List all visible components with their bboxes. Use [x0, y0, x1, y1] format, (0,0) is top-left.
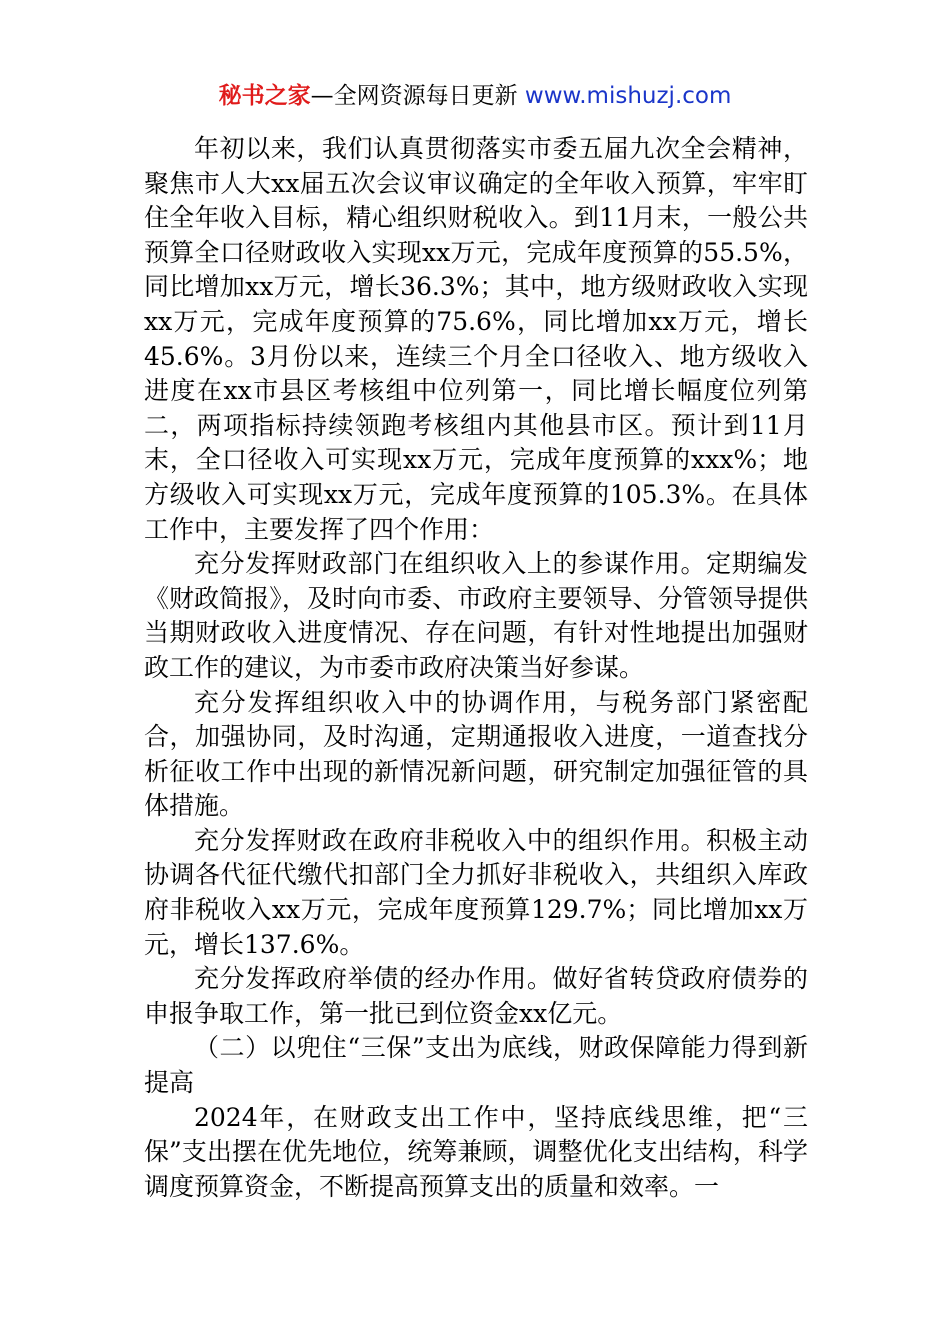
site-url: www.mishuzj.com [524, 83, 732, 109]
paragraph-revenue-overview: 年初以来，我们认真贯彻落实市委五届九次全会精神，聚焦市人大xx届五次会议审议确定的全年收入预算，牢牢盯住全年收入目标，精心组织财税收入。到11月末，一般公共预算全口径财政收入实现xx万元，完成年度预算的55.5%，同比增加xx万元，增长36.3%；其中，地方级财政收入实现xx万元，完成年度预算的75.6%，同比增加xx万元，增长45.6%。3月份以来，连续三个月全口径收入、地方级收入进度在xx市县区考核组中位列第一，同比增长幅度位列第二，两项指标持续领跑考核组内其他县市区。预计到11月末，全口径收入可实现xx万元，完成年度预算的xxx%；地方级收入可实现xx万元，完成年度预算的105.3%。在具体工作中，主要发挥了四个作用： [144, 134, 808, 544]
brand-name: 秘书之家 [218, 83, 311, 109]
paragraph-expenditure: 2024年，在财政支出工作中，坚持底线思维，把“三保”支出摆在优先地位，统筹兼顾，调整优化支出结构，科学调度预算资金，不断提高预算支出的质量和效率。一 [144, 1102, 808, 1201]
paragraph-debt-role: 充分发挥政府举债的经办作用。做好省转贷政府债券的申报争取工作，第一批已到位资金xx亿元。 [144, 964, 808, 1028]
header-tagline: —全网资源每日更新 [310, 83, 525, 109]
paragraph-coordination-role: 充分发挥组织收入中的协调作用，与税务部门紧密配合，加强协同，及时沟通，定期通报收入进度，一道查找分析征收工作中出现的新情况新问题，研究制定加强征管的具体措施。 [144, 687, 808, 821]
document-body [144, 132, 808, 1204]
section-heading: （二）以兜住“三保”支出为底线，财政保障能力得到新提高 [144, 1033, 808, 1098]
paragraph-non-tax-role: 充分发挥财政在政府非税收入中的组织作用。积极主动协调各代征代缴代扣部门全力抓好非税收入，共组织入库政府非税收入xx万元，完成年度预算129.7%；同比增加xx万元，增长137.6%。 [144, 825, 808, 959]
site-header [0, 80, 950, 112]
paragraph-advisory-role: 充分发挥财政部门在组织收入上的参谋作用。定期编发《财政简报》，及时向市委、市政府主要领导、分管领导提供当期财政收入进度情况、存在问题，有针对性地提出加强财政工作的建议，为市委市政府决策当好参谋。 [144, 549, 808, 682]
